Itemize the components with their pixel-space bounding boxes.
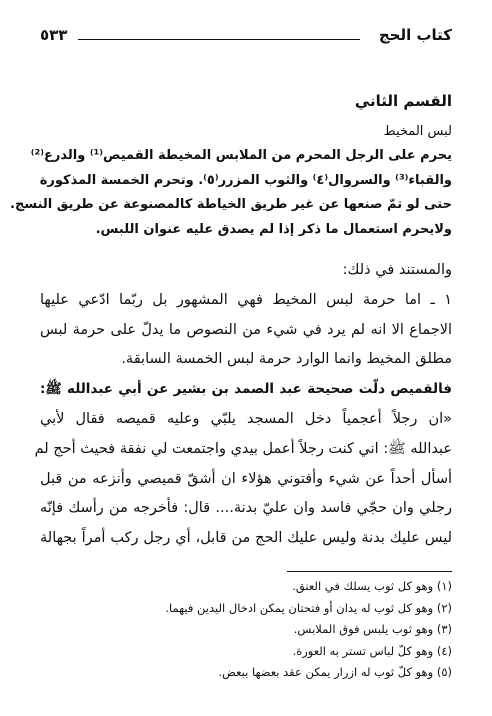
body-line: «ان رجلاً أعجمياً دخل المسجد يلبّي وعليه قميصه فقال لأبي	[40, 410, 452, 427]
footnotes	[40, 576, 452, 684]
page-header	[40, 26, 452, 48]
ruling-line: يحرم على الرجل المحرم من الملابس المخيطة القميص⁽¹⁾ والدرع⁽²⁾	[30, 148, 452, 163]
ruling-block	[10, 144, 452, 242]
ruling-line: حتى لو تمّ صنعها عن غير طريق الخياطة كالمصنوعة عن طريق النسج.	[10, 197, 452, 212]
footnote: (٥) وهو كلّ ثوب له ازرار يمكن عقد بعضها ببعض.	[218, 665, 452, 679]
ruling-line: ولايحرم استعمال ما ذكر إذا لم يصدق عليه عنوان اللبس.	[95, 221, 452, 237]
page-number: ٥٣٣	[40, 26, 68, 44]
running-title: كتاب الحج	[378, 26, 452, 44]
body-line: والمستند في ذلك:	[342, 262, 452, 278]
section-title: القسم الثاني	[354, 92, 452, 110]
body-text	[34, 256, 452, 554]
body-line: أسأل أحداً عن شيء وأفتوني هؤلاء ان أشقّ قميصي وأنزعه من قبل	[40, 470, 452, 487]
body-line: مطلق المخيط وانما الوارد حرمة لبس الخمسة السابقة.	[121, 351, 452, 368]
body-line: عبدالله ﷺ: اني كنت رجلاً أعمل بيدي واجتمعت لي نفقة فحيث أحج لم	[34, 440, 452, 457]
body-line: فالقميص دلّت صحيحة عبد الصمد بن بشير عن أبي عبدالله ﷺ:	[40, 381, 452, 398]
footnote: (٢) وهو كل ثوب له يدان أو فتحتان يمكن ادخال اليدين فيهما.	[165, 600, 452, 615]
footnote: (١) وهو كل ثوب يسلك في العنق.	[292, 579, 452, 593]
footnote: (٣) وهو ثوب يلبس فوق الملابس.	[293, 622, 452, 636]
footnote: (٤) وهو كلّ لباس تستر به العورة.	[292, 643, 452, 658]
ruling-line: والقباء⁽³⁾ والسروال⁽٤⁾ والثوب المزرر⁽٥⁾. وتحرم الخمسة المذكورة	[39, 172, 452, 188]
subtitle: لبس المخيط	[383, 124, 452, 139]
header-rule	[78, 39, 360, 40]
body-line: رجلي وان حجّي فاسد وان عليّ بدنة.... قال: فأخرجه من رأسك فإنّه	[40, 500, 452, 517]
body-line: ليس عليك بدنة وليس عليك الحج من قابل، أي رجل ركب أمراً بجهالة	[40, 530, 452, 547]
body-line: الاجماع الا انه لم يرد في شيء من النصوص ما يدلّ على حرمة لبس	[40, 321, 452, 338]
footnote-rule	[287, 571, 452, 572]
body-line: ١ ـ اما حرمة لبس المخيط فهي المشهور بل ربّما ادّعي عليها	[40, 291, 452, 308]
